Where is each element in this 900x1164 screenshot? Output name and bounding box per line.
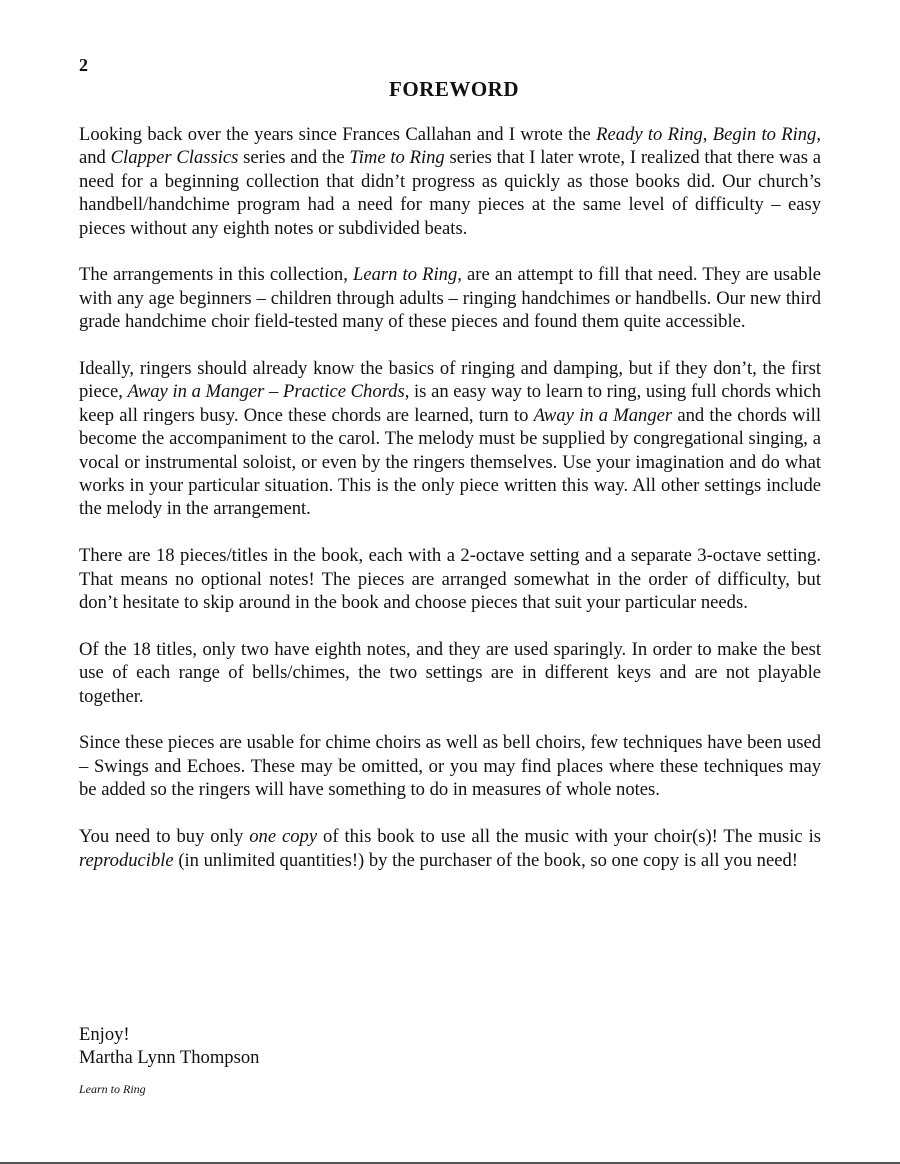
text-run: and the chords will become the accompaniment to the carol. The melody must be supplied by congregational singing, a vocal or instrumental soloist, or even by the ringers themselves. Use your imagination and do what works in your particular situation. This is the only piece written this way. All other settings include the melody in the arrangement.: [79, 404, 821, 520]
text-run: , and: [79, 124, 822, 169]
book-title-ready-to-ring: Ready to Ring: [596, 124, 703, 145]
paragraph-6: Since these pieces are usable for chime choirs as well as bell choirs, few techniques have been used – Swings and Echoes. These may be omitted, or you may find places where these techniques may be added so the ringers will have something to do in measures of whole notes.: [79, 732, 821, 801]
text-run: of this book to use all the music with your choir(s)! The music is: [317, 826, 821, 848]
text-run: The arrangements in this collection,: [79, 264, 353, 286]
piece-title-practice-chords: Away in a Manger – Practice Chords: [127, 381, 405, 403]
text-run: are an attempt to fill that need. They are usable with any age beginners – children through adults – ringing handchimes or handbells. Our new third grade handchime choir field-tested many of these pieces and found them quite accessible.: [79, 264, 822, 333]
text-run: , is an easy way to learn to ring, using full chords which keep all ringers busy. Once these chords are learned, turn to: [79, 381, 821, 426]
text-run: series and the: [238, 147, 350, 169]
book-title-clapper-classics: Clapper Classics: [110, 147, 239, 169]
page-title: FOREWORD: [389, 77, 519, 101]
paragraph-7: [79, 825, 821, 872]
text-run: Ideally, ringers should already know the basics of ringing and damping, but if they don’t, the first piece,: [79, 358, 821, 403]
book-title-begin-to-ring: Begin to Ring: [712, 124, 817, 145]
paragraph-1: [79, 123, 821, 240]
paragraph-2: [79, 263, 821, 333]
text-run: series that I later wrote, I realized that there was a need for a beginning collection that didn’t progress as quickly as those books did. Our church’s handbell/handchime program had a need for many pieces at the same level of difficulty – easy pieces without any eighth notes or subdivided beats.: [79, 147, 821, 239]
text-run: You need to buy only: [79, 826, 250, 848]
foreword-body: [79, 123, 821, 895]
book-title-time-to-ring: Time to Ring: [349, 147, 445, 169]
page-number: 2: [79, 55, 88, 75]
text-run: (in unlimited quantities!) by the purchaser of the book, so one copy is all you need!: [173, 849, 798, 871]
text-run: ,: [702, 124, 713, 145]
paragraph-3: [79, 357, 821, 521]
emphasis-reproducible: reproducible: [79, 849, 174, 871]
author-name: Martha Lynn Thompson: [79, 1047, 260, 1069]
emphasis-one-copy: one copy: [249, 826, 318, 848]
text-run: Looking back over the years since Frances Callahan and I wrote the: [79, 124, 597, 145]
paragraph-4: There are 18 pieces/titles in the book, each with a 2-octave setting and a separate 3-octave setting. That means no optional notes! The pieces are arranged somewhat in the order of difficulty, but don’t hesitate to skip around in the book and choose pieces that suit your particular needs.: [79, 545, 821, 614]
closing-line: Enjoy!: [79, 1024, 130, 1045]
piece-title-away-in-a-manger: Away in a Manger: [533, 404, 673, 426]
book-title-learn-to-ring: Learn to Ring,: [352, 264, 462, 286]
sign-off: [79, 1023, 259, 1070]
paragraph-5: Of the 18 titles, only two have eighth notes, and they are used sparingly. In order to make the best use of each range of bells/chimes, the two settings are in different keys and are not playable together.: [79, 638, 821, 707]
footer-book-title: Learn to Ring: [79, 1082, 146, 1096]
